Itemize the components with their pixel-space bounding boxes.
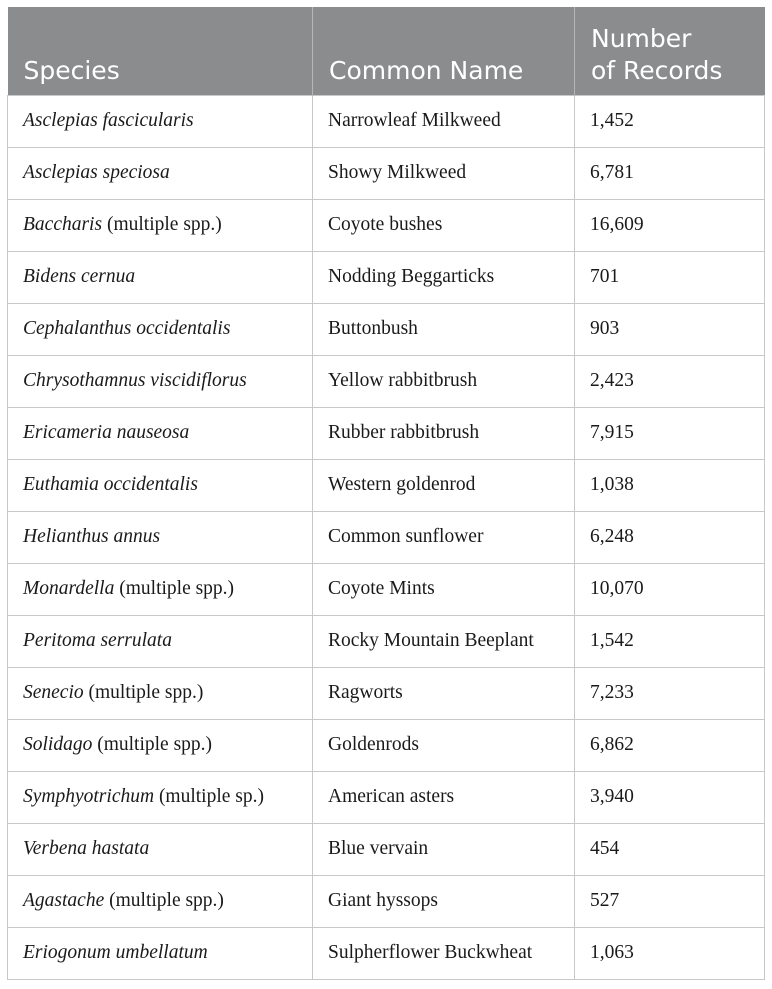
species-name: Peritoma serrulata: [23, 630, 172, 651]
table-row: [8, 719, 765, 771]
species-qualifier: (multiple sp.): [154, 786, 265, 807]
species-qualifier: (multiple spp.): [114, 578, 235, 599]
table-row: [8, 95, 765, 147]
species-name: Symphyotrichum: [23, 786, 155, 807]
header-records-line2: of Records: [591, 55, 723, 85]
records-cell: 6,781: [575, 147, 765, 199]
records-cell: 7,233: [575, 667, 765, 719]
header-number-of-records: [575, 7, 765, 95]
common-name-cell: Nodding Beggarticks: [313, 251, 575, 303]
common-name-cell: Common sunflower: [313, 511, 575, 563]
species-qualifier: (multiple spp.): [102, 214, 222, 235]
common-name-cell: Buttonbush: [313, 303, 575, 355]
species-name: Eriogonum umbellatum: [23, 942, 208, 963]
species-name: Cephalanthus occidentalis: [23, 318, 231, 339]
common-name-cell: Rubber rabbitbrush: [313, 407, 575, 459]
species-cell: [8, 199, 313, 251]
species-cell: [8, 615, 313, 667]
species-qualifier: (multiple spp.): [92, 734, 213, 755]
table-row: [8, 927, 765, 979]
records-cell: 1,063: [575, 927, 765, 979]
species-cell: [8, 407, 313, 459]
table-row: [8, 199, 765, 251]
common-name-cell: Goldenrods: [313, 719, 575, 771]
species-name: Senecio: [23, 682, 84, 703]
species-name: Bidens cernua: [23, 266, 136, 287]
table-row: [8, 615, 765, 667]
header-species: Species: [8, 7, 313, 95]
species-records-table-container: [7, 7, 764, 980]
species-cell: [8, 563, 313, 615]
species-name: Chrysothamnus viscidiflorus: [23, 370, 247, 391]
species-cell: [8, 147, 313, 199]
species-name: Monardella: [23, 578, 115, 599]
records-cell: 6,248: [575, 511, 765, 563]
species-qualifier: (multiple spp.): [83, 682, 204, 703]
species-qualifier: (multiple spp.): [104, 890, 224, 911]
species-cell: [8, 95, 313, 147]
records-cell: 1,542: [575, 615, 765, 667]
header-common-name: Common Name: [313, 7, 575, 95]
records-cell: 7,915: [575, 407, 765, 459]
species-cell: [8, 303, 313, 355]
species-cell: [8, 511, 313, 563]
species-name: Helianthus annus: [23, 526, 161, 547]
records-cell: 2,423: [575, 355, 765, 407]
records-cell: 527: [575, 875, 765, 927]
table-row: [8, 147, 765, 199]
species-cell: [8, 823, 313, 875]
records-cell: 903: [575, 303, 765, 355]
table-row: [8, 355, 765, 407]
table-row: [8, 511, 765, 563]
species-name: Solidago: [23, 734, 93, 755]
species-name: Ericameria nauseosa: [23, 422, 190, 443]
species-cell: [8, 719, 313, 771]
common-name-cell: Showy Milkweed: [313, 147, 575, 199]
species-cell: [8, 667, 313, 719]
records-cell: 3,940: [575, 771, 765, 823]
species-name: Verbena hastata: [23, 838, 150, 859]
species-name: Asclepias fascicularis: [23, 110, 194, 131]
table-row: [8, 251, 765, 303]
species-cell: [8, 459, 313, 511]
table-row: [8, 667, 765, 719]
common-name-cell: Blue vervain: [313, 823, 575, 875]
species-name: Baccharis: [23, 214, 103, 235]
common-name-cell: American asters: [313, 771, 575, 823]
header-row: [8, 7, 765, 95]
common-name-cell: Giant hyssops: [313, 875, 575, 927]
records-cell: 454: [575, 823, 765, 875]
common-name-cell: Rocky Mountain Beeplant: [313, 615, 575, 667]
species-cell: [8, 875, 313, 927]
species-cell: [8, 251, 313, 303]
common-name-cell: Ragworts: [313, 667, 575, 719]
records-cell: 1,452: [575, 95, 765, 147]
common-name-cell: Narrowleaf Milkweed: [313, 95, 575, 147]
common-name-cell: Sulpherflower Buckwheat: [313, 927, 575, 979]
species-cell: [8, 771, 313, 823]
table-row: [8, 303, 765, 355]
records-cell: 16,609: [575, 199, 765, 251]
table-row: [8, 407, 765, 459]
species-name: Asclepias speciosa: [23, 162, 170, 183]
table-body: [8, 95, 765, 979]
species-name: Agastache: [23, 890, 105, 911]
species-name: Euthamia occidentalis: [23, 474, 198, 495]
records-cell: 6,862: [575, 719, 765, 771]
records-cell: 1,038: [575, 459, 765, 511]
table-row: [8, 771, 765, 823]
table-row: [8, 563, 765, 615]
species-cell: [8, 355, 313, 407]
header-records-line1: Number: [591, 23, 692, 53]
common-name-cell: Coyote bushes: [313, 199, 575, 251]
records-cell: 701: [575, 251, 765, 303]
table-header: [8, 7, 765, 95]
species-cell: [8, 927, 313, 979]
common-name-cell: Western goldenrod: [313, 459, 575, 511]
table-row: [8, 875, 765, 927]
common-name-cell: Yellow rabbitbrush: [313, 355, 575, 407]
records-cell: 10,070: [575, 563, 765, 615]
common-name-cell: Coyote Mints: [313, 563, 575, 615]
table-row: [8, 823, 765, 875]
table-row: [8, 459, 765, 511]
species-records-table: [7, 7, 765, 980]
